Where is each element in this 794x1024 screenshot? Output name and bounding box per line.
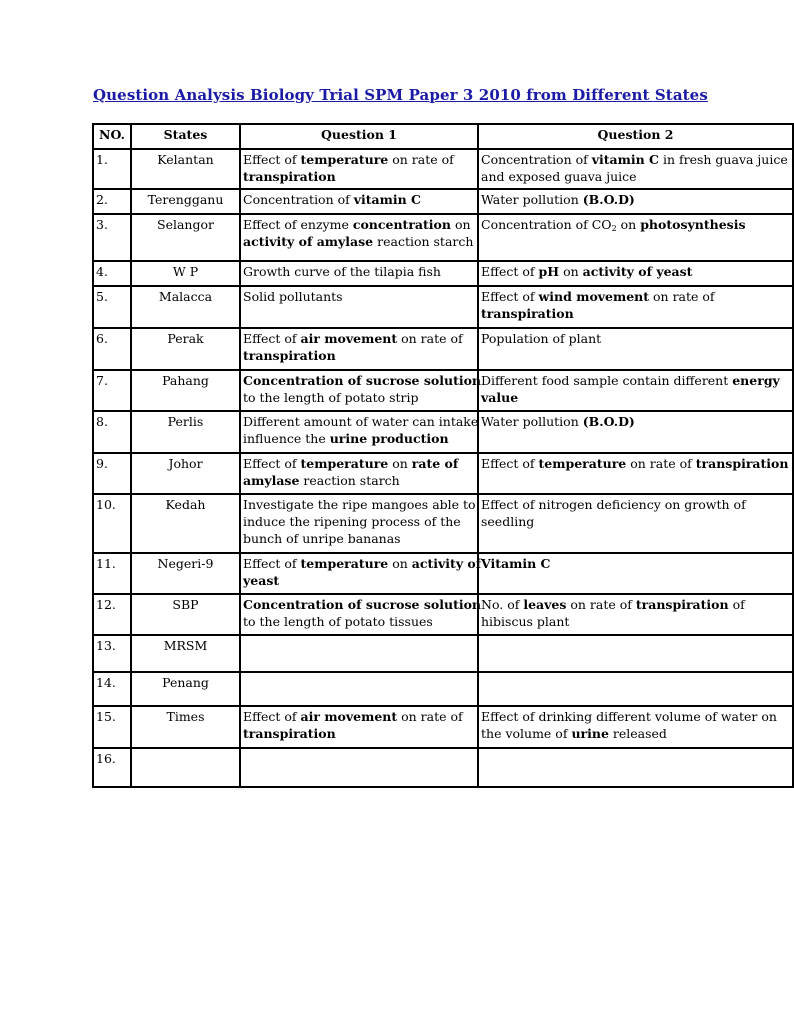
cell-question-1: [240, 286, 478, 328]
cell-question-2: [478, 706, 793, 748]
cell-text: Solid pollutants: [243, 289, 343, 304]
cell-question-2: [478, 411, 793, 453]
table-row: [93, 494, 793, 553]
bold-text: temperature: [300, 152, 389, 167]
bold-text: vitamin C: [353, 192, 421, 207]
bold-text: temperature: [300, 556, 389, 571]
table-row: [93, 189, 793, 214]
cell-state: Perlis: [131, 411, 240, 453]
bold-text: temperature: [300, 456, 389, 471]
cell-no: 8.: [93, 411, 131, 453]
cell-no: 7.: [93, 370, 131, 411]
cell-state: MRSM: [131, 635, 240, 672]
cell-text: Different food sample contain different: [481, 373, 733, 388]
cell-text: Effect of: [243, 456, 301, 471]
cell-text: to the length of potato tissues: [243, 614, 433, 629]
cell-text: on: [388, 556, 412, 571]
cell-text: seedling: [481, 514, 535, 529]
bold-text: urine production: [329, 431, 449, 446]
cell-text: Effect of: [243, 556, 301, 571]
bold-text: activity of yeast: [582, 264, 693, 279]
cell-text: Concentration of CO: [481, 217, 612, 232]
cell-text: Different amount of water can intake: [243, 414, 479, 429]
cell-no: 5.: [93, 286, 131, 328]
cell-question-1: [240, 553, 482, 594]
cell-text: on: [616, 217, 641, 232]
document-title: Question Analysis Biology Trial SPM Paper 3 2010 from Different States: [93, 86, 708, 104]
bold-text: (B.O.D): [582, 192, 635, 207]
cell-text: reaction starch: [373, 234, 474, 249]
bold-text: concentration: [352, 217, 451, 232]
cell-text: Investigate the ripe mangoes able to: [243, 497, 476, 512]
bold-text: transpiration: [243, 348, 336, 363]
cell-text: on rate of: [397, 331, 463, 346]
cell-no: 4.: [93, 261, 131, 286]
cell-question-2: [478, 453, 793, 494]
cell-text: on rate of: [388, 152, 454, 167]
cell-question-2: [478, 672, 793, 706]
cell-no: 9.: [93, 453, 131, 494]
table-row: [93, 594, 793, 635]
cell-text: on: [450, 217, 471, 232]
bold-text: air movement: [300, 331, 398, 346]
cell-text: released: [608, 726, 667, 741]
table-row: [93, 411, 793, 453]
cell-state: Perak: [131, 328, 240, 370]
cell-no: 6.: [93, 328, 131, 370]
cell-text: bunch of unripe bananas: [243, 531, 401, 546]
bold-text: wind movement: [538, 289, 650, 304]
cell-question-2: [478, 635, 793, 672]
cell-question-2: [478, 189, 793, 214]
cell-text: Effect of: [481, 456, 539, 471]
cell-text: Effect of: [481, 289, 539, 304]
bold-text: (B.O.D): [582, 414, 635, 429]
table-row: [93, 149, 793, 189]
bold-text: transpiration: [695, 456, 789, 471]
cell-text: Effect of: [243, 709, 301, 724]
cell-text: Population of plant: [481, 331, 602, 346]
cell-text: reaction starch: [299, 473, 400, 488]
table-row: [93, 370, 793, 411]
cell-text: the volume of: [481, 726, 572, 741]
cell-question-1: [240, 706, 478, 748]
table-row: [93, 672, 793, 706]
cell-text: on rate of: [397, 709, 463, 724]
subscript-text: 2: [611, 224, 617, 233]
bold-text: Vitamin C: [481, 556, 551, 571]
cell-state: Selangor: [131, 214, 240, 261]
cell-no: 11.: [93, 553, 131, 594]
cell-text: Water pollution: [481, 192, 583, 207]
cell-question-2: [478, 748, 793, 787]
cell-text: on rate of: [626, 456, 696, 471]
bold-text: temperature: [538, 456, 627, 471]
cell-state: Johor: [131, 453, 240, 494]
cell-text: Effect of: [481, 264, 539, 279]
cell-question-1: [240, 594, 482, 635]
cell-question-1: [240, 189, 478, 214]
table-row: [93, 635, 793, 672]
header-question-2: Question 2: [478, 124, 793, 149]
cell-text: hibiscus plant: [481, 614, 570, 629]
cell-state: Malacca: [131, 286, 240, 328]
bold-text: vitamin C: [591, 152, 659, 167]
cell-question-1: [240, 149, 478, 189]
cell-question-2: [478, 328, 793, 370]
cell-text: of: [728, 597, 745, 612]
cell-text: Effect of enzyme: [243, 217, 353, 232]
header-states: States: [131, 124, 240, 149]
cell-text: on: [559, 264, 583, 279]
table-header-row: [93, 124, 793, 149]
bold-text: air movement: [300, 709, 398, 724]
bold-text: transpiration: [635, 597, 729, 612]
bold-text: rate of: [411, 456, 459, 471]
table-row: [93, 706, 793, 748]
bold-text: urine: [571, 726, 609, 741]
cell-question-1: [240, 672, 478, 706]
cell-text: in fresh guava juice: [659, 152, 788, 167]
cell-text: on rate of: [566, 597, 636, 612]
question-analysis-table: [92, 123, 794, 788]
table-row: [93, 214, 793, 261]
cell-no: 13.: [93, 635, 131, 672]
cell-question-2: [478, 594, 793, 635]
cell-text: influence the: [243, 431, 330, 446]
cell-question-1: [240, 748, 478, 787]
cell-question-2: [478, 553, 793, 594]
cell-text: induce the ripening process of the: [243, 514, 461, 529]
cell-question-1: [240, 261, 478, 286]
cell-text: Growth curve of the tilapia fish: [243, 264, 441, 279]
cell-question-2: [478, 370, 793, 411]
bold-text: transpiration: [243, 169, 336, 184]
cell-question-2: [478, 494, 793, 553]
bold-text: transpiration: [243, 726, 336, 741]
bold-text: value: [481, 390, 519, 405]
table-row: [93, 261, 793, 286]
cell-text: Effect of: [243, 152, 301, 167]
cell-question-2: [478, 261, 793, 286]
cell-question-1: [240, 370, 482, 411]
cell-text: Effect of nitrogen deficiency on growth of: [481, 497, 746, 512]
cell-text: on rate of: [649, 289, 715, 304]
table-row: [93, 286, 793, 328]
bold-text: photosynthesis: [640, 217, 746, 232]
cell-text: and exposed guava juice: [481, 169, 637, 184]
cell-text: Water pollution: [481, 414, 583, 429]
bold-text: Concentration of sucrose solution: [243, 597, 482, 612]
bold-text: transpiration: [481, 306, 574, 321]
cell-no: 3.: [93, 214, 131, 261]
cell-question-1: [240, 453, 478, 494]
cell-question-1: [240, 214, 478, 261]
cell-question-1: [240, 635, 478, 672]
bold-text: pH: [538, 264, 560, 279]
bold-text: leaves: [523, 597, 567, 612]
cell-state: SBP: [131, 594, 240, 635]
cell-question-1: [240, 494, 478, 553]
cell-state: Kelantan: [131, 149, 240, 189]
cell-no: 1.: [93, 149, 131, 189]
cell-state: Times: [131, 706, 240, 748]
bold-text: energy: [732, 373, 780, 388]
cell-question-2: [478, 286, 793, 328]
cell-text: No. of: [481, 597, 524, 612]
cell-state: Negeri-9: [131, 553, 240, 594]
bold-text: Concentration of sucrose solution: [243, 373, 482, 388]
cell-state: [131, 748, 240, 787]
cell-question-1: [240, 411, 478, 453]
cell-no: 15.: [93, 706, 131, 748]
cell-state: Pahang: [131, 370, 240, 411]
cell-state: Kedah: [131, 494, 240, 553]
cell-text: to the length of potato strip: [243, 390, 419, 405]
cell-question-2: [478, 149, 793, 189]
cell-text: Effect of: [243, 331, 301, 346]
cell-state: W P: [131, 261, 240, 286]
bold-text: yeast: [243, 573, 280, 588]
bold-text: activity of: [411, 556, 482, 571]
bold-text: activity of amylase: [243, 234, 374, 249]
cell-text: on: [388, 456, 412, 471]
header-no: NO.: [93, 124, 131, 149]
cell-question-1: [240, 328, 478, 370]
table-body: [93, 149, 793, 787]
table-row: [93, 453, 793, 494]
cell-text: Concentration of: [481, 152, 592, 167]
cell-no: 14.: [93, 672, 131, 706]
cell-text: Concentration of: [243, 192, 354, 207]
cell-no: 10.: [93, 494, 131, 553]
cell-no: 12.: [93, 594, 131, 635]
header-question-1: Question 1: [240, 124, 478, 149]
table-row: [93, 328, 793, 370]
cell-text: Effect of drinking different volume of water on: [481, 709, 777, 724]
table-row: [93, 553, 793, 594]
cell-no: 2.: [93, 189, 131, 214]
table-row: [93, 748, 793, 787]
cell-question-2: [478, 214, 793, 261]
cell-no: 16.: [93, 748, 131, 787]
bold-text: amylase: [243, 473, 300, 488]
cell-state: Penang: [131, 672, 240, 706]
cell-state: Terengganu: [131, 189, 240, 214]
